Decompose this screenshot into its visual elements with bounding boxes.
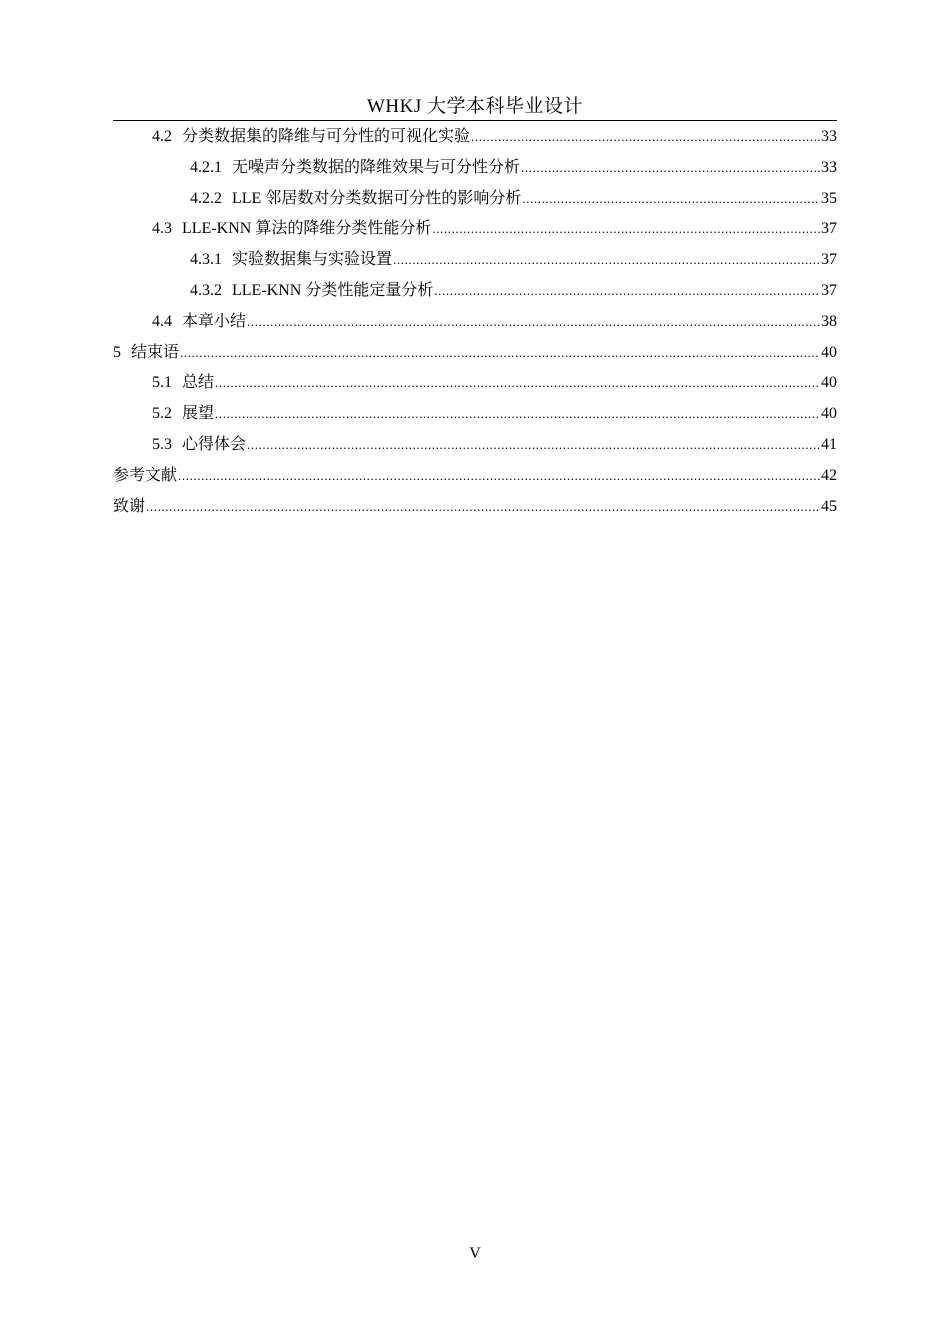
toc-entry-title: LLE-KNN 算法的降维分类性能分析 (182, 220, 432, 238)
toc-entry[interactable] (113, 245, 837, 276)
toc-entry-title: 分类数据集的降维与可分性的可视化实验 (182, 128, 471, 145)
toc-entry-number: 4.2.2 (190, 189, 222, 207)
toc-dot-leader (215, 399, 820, 430)
toc-entry-page: 37 (821, 220, 837, 238)
toc-entry-number: 4.4 (152, 312, 172, 330)
toc-entry-page: 38 (821, 312, 837, 330)
toc-entry-number: 5.1 (152, 374, 172, 392)
toc-entry-page: 33 (821, 128, 837, 145)
toc-entry-number: 4.3 (152, 220, 172, 238)
toc-entry-page: 35 (821, 189, 837, 207)
toc-entry[interactable] (113, 214, 837, 245)
toc-entry-number: 5.3 (152, 435, 172, 453)
toc-entry[interactable] (113, 307, 837, 338)
toc-entry-page: 33 (821, 158, 837, 176)
toc-entry-title: 本章小结 (182, 312, 247, 330)
toc-entry[interactable] (113, 461, 837, 492)
toc-dot-leader (521, 153, 820, 184)
toc-entry[interactable] (113, 153, 837, 184)
toc-entry[interactable] (113, 338, 837, 369)
toc-dot-leader (522, 184, 820, 215)
toc-dot-leader (215, 368, 820, 399)
toc-dot-leader (180, 338, 820, 369)
toc-entry[interactable] (113, 492, 837, 523)
toc-entry-page: 37 (821, 281, 837, 299)
toc-entry[interactable] (113, 276, 837, 307)
page-footer (0, 1242, 950, 1266)
toc-entry-number: 4.3.1 (190, 251, 222, 269)
toc-dot-leader (178, 461, 820, 492)
toc-entry-title: LLE-KNN 分类性能定量分析 (232, 281, 434, 299)
toc-entry-page: 42 (821, 466, 837, 484)
toc-dot-leader (432, 214, 820, 245)
table-of-contents (113, 122, 837, 522)
toc-dot-leader (146, 492, 820, 523)
toc-dot-leader (434, 276, 820, 307)
toc-entry-title: 展望 (182, 405, 215, 423)
toc-entry-title: 心得体会 (182, 435, 247, 453)
toc-entry[interactable] (113, 368, 837, 399)
toc-dot-leader (393, 245, 820, 276)
toc-dot-leader (471, 122, 820, 153)
toc-entry-title: 结束语 (131, 343, 180, 361)
toc-entry-number: 5.2 (152, 405, 172, 423)
toc-entry-title: 总结 (182, 374, 215, 392)
toc-entry-title: 参考文献 (113, 466, 178, 484)
toc-entry-page: 37 (821, 251, 837, 269)
toc-entry-number: 5 (113, 343, 121, 361)
toc-entry[interactable] (113, 399, 837, 430)
toc-entry-title: 致谢 (113, 497, 146, 515)
toc-entry-title: LLE 邻居数对分类数据可分性的影响分析 (232, 189, 522, 207)
toc-entry-title: 实验数据集与实验设置 (232, 251, 393, 269)
toc-entry[interactable] (113, 122, 837, 153)
toc-entry-page: 40 (821, 405, 837, 423)
toc-entry-title: 无噪声分类数据的降维效果与可分性分析 (232, 158, 521, 176)
page-number: V (469, 1245, 481, 1262)
toc-entry-page: 40 (821, 374, 837, 392)
toc-dot-leader (247, 307, 820, 338)
toc-entry[interactable] (113, 430, 837, 461)
toc-entry-number: 4.2 (152, 128, 172, 145)
toc-dot-leader (247, 430, 820, 461)
toc-entry-page: 40 (821, 343, 837, 361)
page-header (113, 94, 837, 121)
toc-entry[interactable] (113, 184, 837, 215)
toc-entry-page: 41 (821, 435, 837, 453)
toc-entry-number: 4.2.1 (190, 158, 222, 176)
toc-entry-page: 45 (821, 497, 837, 515)
header-title: WHKJ 大学本科毕业设计 (366, 96, 584, 117)
toc-entry-number: 4.3.2 (190, 281, 222, 299)
